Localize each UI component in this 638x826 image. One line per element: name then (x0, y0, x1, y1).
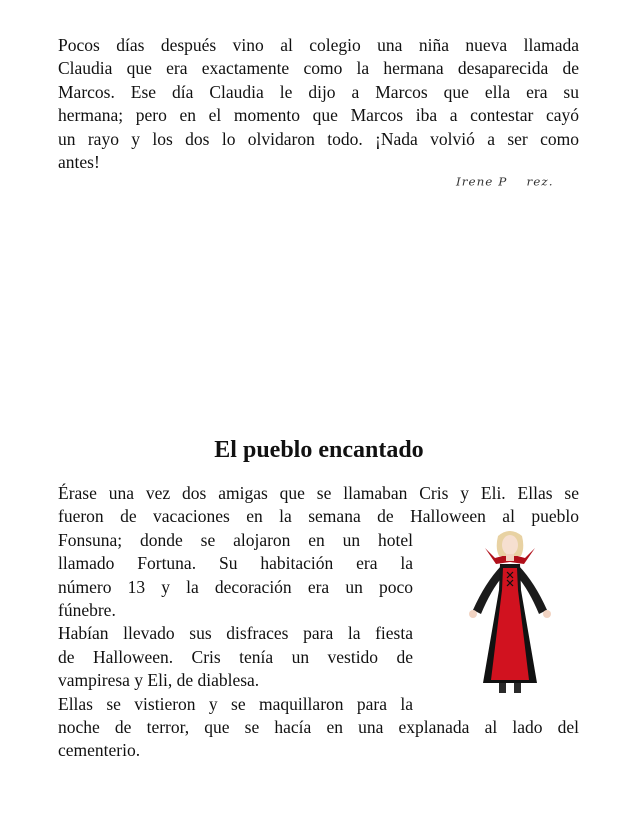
text-line: Pocos días después vino al colegio una niña nueva llamada (58, 35, 579, 55)
author-signature: Irene P rez. (456, 175, 554, 189)
vampire-costume-girl-icon (455, 528, 565, 700)
text-line: un rayo y los dos lo olvidaron todo. ¡Nada volvió a ser como (58, 128, 579, 149)
story-1-paragraph (58, 34, 579, 174)
text-line: Marcos. Ese día Claudia le dijo a Marcos que ella era su (58, 81, 579, 102)
text-line: cementerio. (58, 740, 141, 761)
story-title: El pueblo encantado (214, 437, 424, 463)
text-line: Ellas se vistieron y se maquillaron para la (58, 693, 413, 714)
text-line: hermana; pero en el momento que Marcos iba a contestar cayó (58, 105, 579, 126)
text-line: Habían llevado sus disfraces para la fiesta (58, 623, 413, 644)
text-line: número 13 y la decoración era un poco (58, 576, 413, 597)
text-line: Claudia que era exactamente como la hermana desaparecida de (58, 58, 579, 79)
text-line: noche de terror, que se hacía en una explanada al lado del (58, 716, 579, 737)
text-line: fueron de vacaciones en la semana de Halloween al pueblo (58, 506, 579, 527)
text-line: fúnebre. (58, 600, 116, 621)
story-2-paragraph-bottom (58, 716, 579, 763)
story-2-paragraph-top (58, 482, 579, 529)
text-line: Fonsuna; donde se alojaron en un hotel (58, 529, 413, 550)
text-line: Érase una vez dos amigas que se llamaban Cris y Eli. Ellas se (58, 483, 579, 503)
text-line: antes! (58, 152, 100, 173)
text-line: vampiresa y Eli, de diablesa. (58, 670, 260, 691)
text-line: llamado Fortuna. Su habitación era la (58, 553, 413, 574)
story-2-paragraph-wrapped (58, 529, 413, 716)
text-line: de Halloween. Cris tenía un vestido de (58, 646, 413, 667)
